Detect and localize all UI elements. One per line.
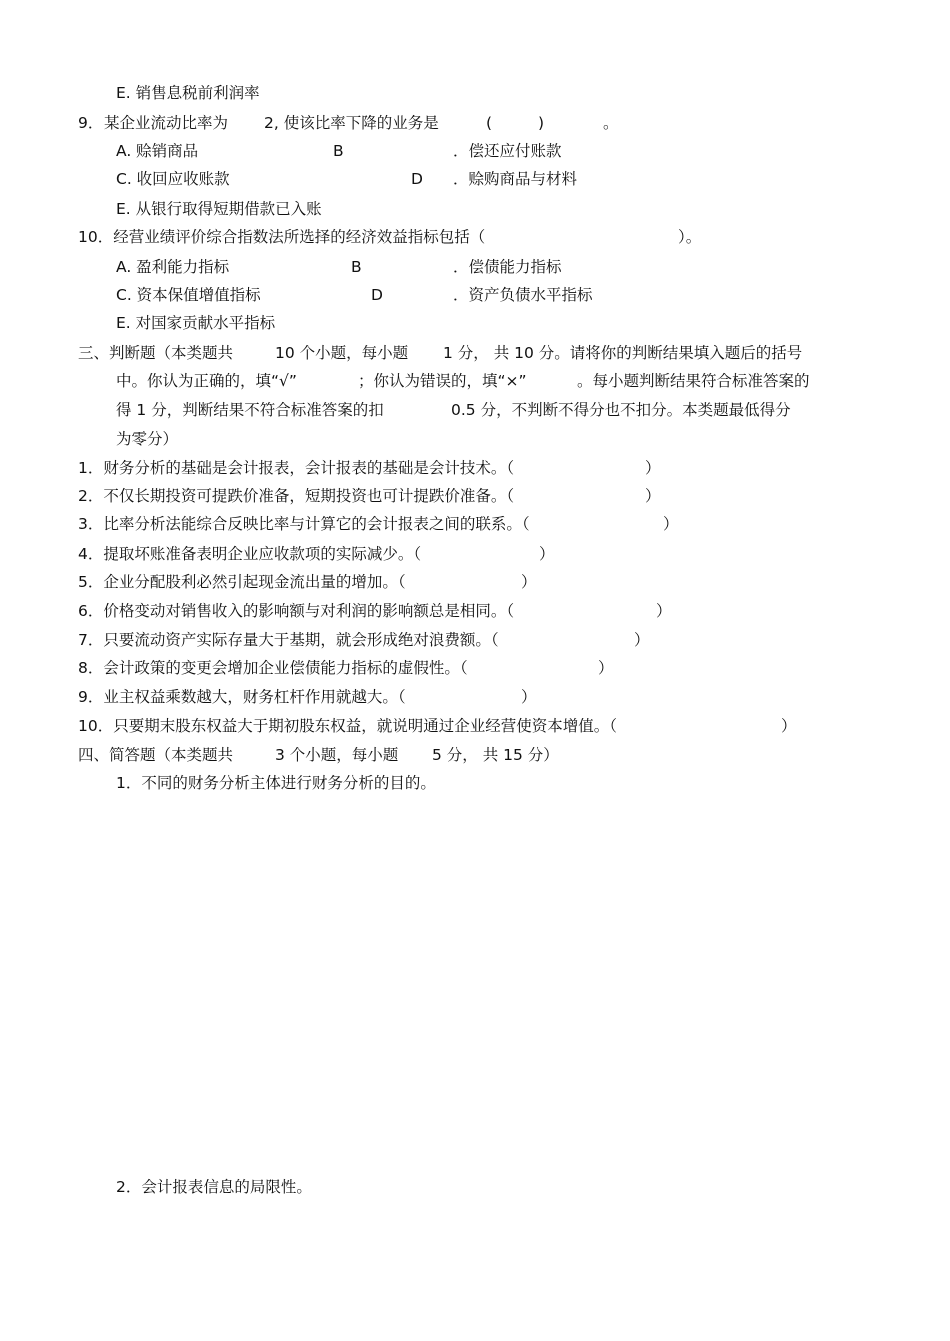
q9-number: 9．: [78, 114, 104, 132]
q10-answer-bracket-close: ）。: [678, 228, 702, 246]
q9-option-a: A. 赊销商品: [116, 142, 199, 160]
q9-option-c: C. 收回应收账款: [116, 170, 230, 188]
q8-option-e: E. 销售息税前利润率: [116, 84, 260, 102]
q10-option-c: C. 资本保值增值指标: [116, 286, 261, 304]
judgement-bracket-close-1: ）: [645, 459, 661, 477]
judgement-bracket-close-4: ）: [539, 545, 555, 563]
q9-stem: 某企业流动比率为: [104, 114, 229, 132]
section-3-instruction-zero: 为零分）: [116, 430, 179, 448]
q10-option-b-text: ．偿债能力指标: [453, 258, 562, 276]
section-4-title: 四、简答题（本类题共: [78, 746, 234, 764]
judgement-bracket-close-2: ）: [645, 487, 661, 505]
q9-stem-value: 2, 使该比率下降的业务是: [264, 114, 439, 132]
judgement-bracket-close-6: ）: [656, 602, 672, 620]
short-answer-question-1: 1．不同的财务分析主体进行财务分析的目的。: [116, 774, 436, 792]
judgement-item-7: 7．只要流动资产实际存量大于基期，就会形成绝对浪费额。（: [78, 631, 499, 649]
q9-option-d-letter: D: [411, 170, 423, 188]
q9-option-e: E. 从银行取得短期借款已入账: [116, 200, 322, 218]
q9-option-b-text: ．偿还应付账款: [453, 142, 562, 160]
judgement-item-10: 10．只要期末股东权益大于期初股东权益，就说明通过企业经营使资本增值。（: [78, 717, 617, 735]
section-3-count: 10 个小题，每小题: [275, 344, 409, 362]
judgement-item-5: 5．企业分配股利必然引起现金流出量的增加。（: [78, 573, 406, 591]
judgement-item-3: 3．比率分析法能综合反映比率与计算它的会计报表之间的联系。（: [78, 515, 530, 533]
judgement-item-9: 9．业主权益乘数越大，财务杠杆作用就越大。（: [78, 688, 406, 706]
section-4-count: 3 个小题，每小题: [275, 746, 399, 764]
q9-answer-bracket-close: ): [538, 114, 545, 132]
short-answer-question-2: 2．会计报表信息的局限性。: [116, 1178, 312, 1196]
judgement-item-8: 8．会计政策的变更会增加企业偿债能力指标的虚假性。（: [78, 659, 468, 677]
section-3-points: 1 分， 共 10 分。请将你的判断结果填入题后的括号: [443, 344, 803, 362]
judgement-bracket-close-10: ）: [781, 717, 797, 735]
judgement-item-2: 2．不仅长期投资可提跌价准备，短期投资也可计提跌价准备。（: [78, 487, 515, 505]
section-3-instruction-minimum: 0.5 分，不判断不得分也不扣分。本类题最低得分: [451, 401, 791, 419]
judgement-bracket-close-3: ）: [663, 515, 679, 533]
q9-answer-bracket-open: (: [486, 114, 493, 132]
q10-option-a: A. 盈利能力指标: [116, 258, 230, 276]
judgement-bracket-close-5: ）: [521, 573, 537, 591]
section-4-points: 5 分， 共 15 分）: [432, 746, 559, 764]
judgement-item-6: 6．价格变动对销售收入的影响额与对利润的影响额总是相同。（: [78, 602, 515, 620]
q10-stem: 10．经营业绩评价综合指数法所选择的经济效益指标包括（: [78, 228, 486, 246]
q9-period: 。: [603, 114, 619, 132]
q10-option-b-letter: B: [351, 258, 362, 276]
section-3-title: 三、判断题（本类题共: [78, 344, 234, 362]
judgement-bracket-close-8: ）: [598, 659, 614, 677]
q10-option-e: E. 对国家贡献水平指标: [116, 314, 276, 332]
section-3-instruction-wrong: ；你认为错误的，填“×”: [358, 372, 527, 390]
section-3-instruction-correct: 中。你认为正确的，填“√”: [116, 372, 297, 390]
q9-option-b-letter: B: [333, 142, 344, 160]
q10-option-d-letter: D: [371, 286, 383, 304]
section-3-instruction-scoring: 。每小题判断结果符合标准答案的: [577, 372, 810, 390]
q9-option-d-text: ．赊购商品与材料: [453, 170, 578, 188]
q10-option-d-text: ．资产负债水平指标: [453, 286, 593, 304]
judgement-bracket-close-9: ）: [521, 688, 537, 706]
judgement-bracket-close-7: ）: [634, 631, 650, 649]
section-3-instruction-deduct: 得 1 分，判断结果不符合标准答案的扣: [116, 401, 384, 419]
judgement-item-1: 1．财务分析的基础是会计报表，会计报表的基础是会计技术。（: [78, 459, 515, 477]
judgement-item-4: 4．提取坏账准备表明企业应收款项的实际减少。（: [78, 545, 422, 563]
